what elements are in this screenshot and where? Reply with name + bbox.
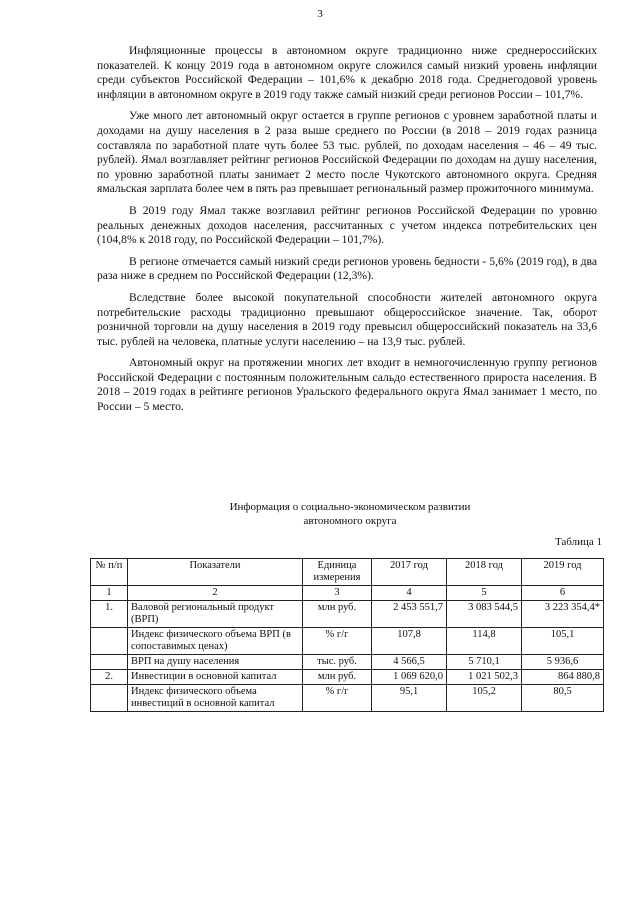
paragraph: Вследствие более высокой покупательной способности жителей автономного округа потребительские расходы традиционно превышают общероссийское значение. Так, оборот розничной торговли на душу населения в 2019 году превысил общероссийский показатель на 33,6 тыс. рублей на человека, платные услуги населению – на 13,9 тыс. рублей.	[97, 290, 597, 348]
value-2019: 864 880,8	[522, 670, 604, 685]
index-cell: 2	[128, 586, 303, 601]
unit-cell: млн руб.	[303, 670, 372, 685]
header-cell: 2018 год	[447, 559, 522, 586]
row-number: 1.	[91, 601, 128, 628]
table-title-line: Информация о социально-экономическом развитии	[229, 501, 471, 513]
index-cell: 3	[303, 586, 372, 601]
unit-cell: тыс. руб.	[303, 655, 372, 670]
value-2017: 2 453 551,7	[372, 601, 447, 628]
value-2018: 114,8	[447, 628, 522, 655]
value-2017: 4 566,5	[372, 655, 447, 670]
value-2017: 1 069 620,0	[372, 670, 447, 685]
index-cell: 5	[447, 586, 522, 601]
paragraph: В регионе отмечается самый низкий среди регионов уровень бедности - 5,6% (2019 год), в два раза ниже в среднем по Российской Федерации (12,3%).	[97, 254, 597, 283]
header-cell: 2019 год	[522, 559, 604, 586]
table-row	[91, 655, 604, 670]
table-row	[91, 628, 604, 655]
index-cell: 4	[372, 586, 447, 601]
table-index-row	[91, 586, 604, 601]
header-cell: 2017 год	[372, 559, 447, 586]
page-number: 3	[317, 8, 323, 20]
table-row	[91, 685, 604, 712]
index-cell: 6	[522, 586, 604, 601]
value-2018: 3 083 544,5	[447, 601, 522, 628]
table-header-row	[91, 559, 604, 586]
header-cell: Единица измерения	[303, 559, 372, 586]
unit-cell: % г/г	[303, 628, 372, 655]
header-cell: № п/п	[91, 559, 128, 586]
indicator-name: Индекс физического объема ВРП (в сопоставимых ценах)	[128, 628, 303, 655]
value-2019: 3 223 354,4*	[522, 601, 604, 628]
value-2018: 5 710,1	[447, 655, 522, 670]
indicator-name: Инвестиции в основной капитал	[128, 670, 303, 685]
table-row	[91, 670, 604, 685]
unit-cell: млн руб.	[303, 601, 372, 628]
paragraph: Инфляционные процессы в автономном округе традиционно ниже среднероссийских показателей. К концу 2019 года в автономном округе сложился самый низкий уровень инфляции среди субъектов Российской Федерации – 101,6% к декабрю 2018 года. Среднегодовой уровень инфляции в автономном округе в 2019 году также самый низкий среди регионов России – 101,7%.	[97, 44, 597, 101]
row-number	[91, 628, 128, 655]
value-2019: 105,1	[522, 628, 604, 655]
table-label: Таблица 1	[554, 536, 602, 548]
indicator-name: ВРП на душу населения	[128, 655, 303, 670]
unit-cell: % г/г	[303, 685, 372, 712]
indicator-name: Индекс физического объема инвестиций в основной капитал	[128, 685, 303, 712]
paragraph: В 2019 году Ямал также возглавил рейтинг регионов Российской Федерации по уровню реальных денежных доходов населения, рассчитанных с учетом индекса потребительских цен (104,8% к 2018 году, по Российской Федерации – 101,7%).	[97, 203, 597, 247]
body-text	[97, 44, 597, 422]
value-2018: 105,2	[447, 685, 522, 712]
value-2017: 107,8	[372, 628, 447, 655]
row-number	[91, 685, 128, 712]
value-2018: 1 021 502,3	[447, 670, 522, 685]
value-2017: 95,1	[372, 685, 447, 712]
value-2019: 80,5	[522, 685, 604, 712]
index-cell: 1	[91, 586, 128, 601]
row-number	[91, 655, 128, 670]
indicator-name: Валовой региональный продукт (ВРП)	[128, 601, 303, 628]
table-title	[140, 500, 560, 528]
table-title-line: автономного округа	[303, 515, 397, 527]
table-row	[91, 601, 604, 628]
row-number: 2.	[91, 670, 128, 685]
paragraph: Уже много лет автономный округ остается в группе регионов с уровнем заработной платы и доходами на душу населения в 2 раза выше среднего по России (в 2018 – 2019 годах разница составляла по заработной плате чуть более 53 тыс. рублей, по доходам населения – 46 – 49 тыс. рублей). Ямал возглавляет рейтинг регионов Российской Федерации по доходам на душу населения, по уровню заработной платы занимает 2 место после Чукотского автономного округа. Средняя ямальская зарплата более чем в пять раз превышает региональный размер прожиточного минимума.	[97, 109, 597, 196]
value-2019: 5 936,6	[522, 655, 604, 670]
paragraph: Автономный округ на протяжении многих лет входит в немногочисленную группу регионов Российской Федерации с постоянным положительным сальдо естественного прироста населения. В 2018 – 2019 годах в рейтинге регионов Уральского федерального округа Ямал занимает 1 место, по России – 5 место.	[97, 356, 597, 414]
header-cell: Показатели	[128, 559, 303, 586]
data-table	[90, 558, 604, 712]
